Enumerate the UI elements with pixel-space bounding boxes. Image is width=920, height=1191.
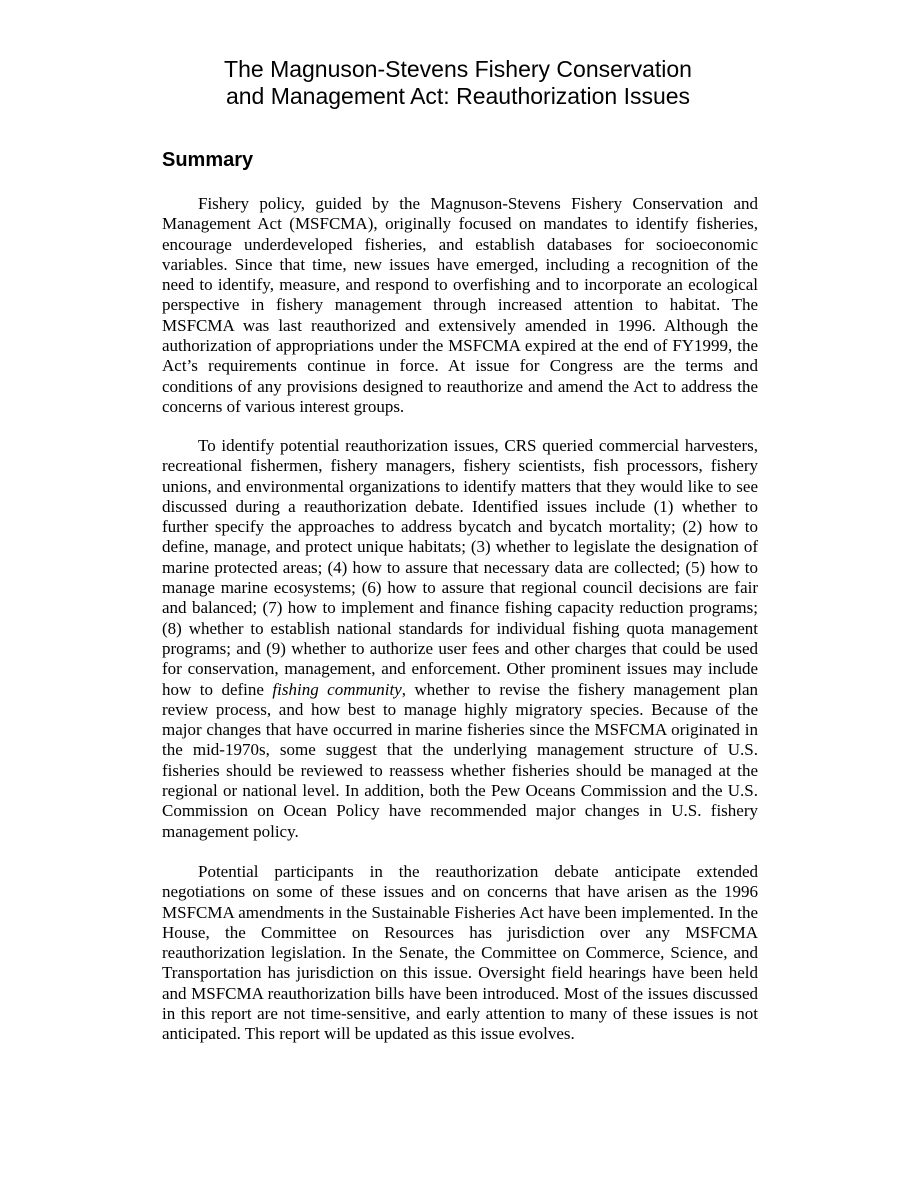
page-title [150,56,766,110]
paragraph-2-italic-term: fishing community [272,679,402,699]
title-line-2: and Management Act: Reauthorization Issues [225,83,691,109]
title-line-1: The Magnuson-Stevens Fishery Conservation [224,56,692,82]
summary-paragraph-3: Potential participants in the reauthorization debate anticipate extended negotiations on some of these issues and on concerns that have arisen as the 1996 MSFCMA amendments in the Sustainable Fisheries Act have been implemented. In the House, the Committee on Resources has jurisdiction over any MSFCMA reauthorization legislation. In the Senate, the Committee on Commerce, Science, and Transportation has jurisdiction on this issue. Oversight field hearings have been held and MSFCMA reauthorization bills have been introduced. Most of the issues discussed in this report are not time-sensitive, and early attention to many of these issues is not anticipated. This report will be updated as this issue evolves. [162,862,758,1044]
section-heading-summary: Summary [162,149,254,171]
summary-paragraph-2 [162,436,758,842]
summary-paragraph-1: Fishery policy, guided by the Magnuson-Stevens Fishery Conservation and Management Act (MSFCMA), originally focused on mandates to identify fisheries, encourage underdeveloped fisheries, and establish databases for socioeconomic variables. Since that time, new issues have emerged, including a recognition of the need to identify, measure, and respond to overfishing and to incorporate an ecological perspective in fishery management through increased attention to habitat. The MSFCMA was last reauthorized and extensively amended in 1996. Although the authorization of appropriations under the MSFCMA expired at the end of FY1999, the Act’s requirements continue in force. At issue for Congress are the terms and conditions of any provisions designed to reauthorize and amend the Act to address the concerns of various interest groups. [162,194,758,416]
paragraph-2-text-end: , whether to revise the fishery management plan review process, and how best to manage highly migratory species. Because of the major changes that have occurred in marine fisheries since the MSFCMA originated in the mid-1970s, some suggest that the underlying management structure of U.S. fisheries should be reviewed to reassess whether fisheries should be managed at the regional or national level. In addition, both the Pew Oceans Commission and the U.S. Commission on Ocean Policy have recommended major changes in U.S. fishery management policy. [162,679,758,841]
paragraph-2-text-start: To identify potential reauthorization issues, CRS queried commercial harvesters, recreational fishermen, fishery managers, fishery scientists, fish processors, fishery unions, and environmental organizations to identify matters that they would like to see discussed during a reauthorization debate. Identified issues include (1) whether to further specify the approaches to address bycatch and bycatch mortality; (2) how to define, manage, and protect unique habitats; (3) whether to legislate the designation of marine protected areas; (4) how to assure that necessary data are collected; (5) how to manage marine ecosystems; (6) how to assure that regional council decisions are fair and balanced; (7) how to implement and finance fishing capacity reduction programs; (8) whether to establish national standards for individual fishing quota management programs; and (9) whether to authorize user fees and other charges that could be used for conservation, management, and enforcement. Other prominent issues may include how to define [162,436,758,699]
